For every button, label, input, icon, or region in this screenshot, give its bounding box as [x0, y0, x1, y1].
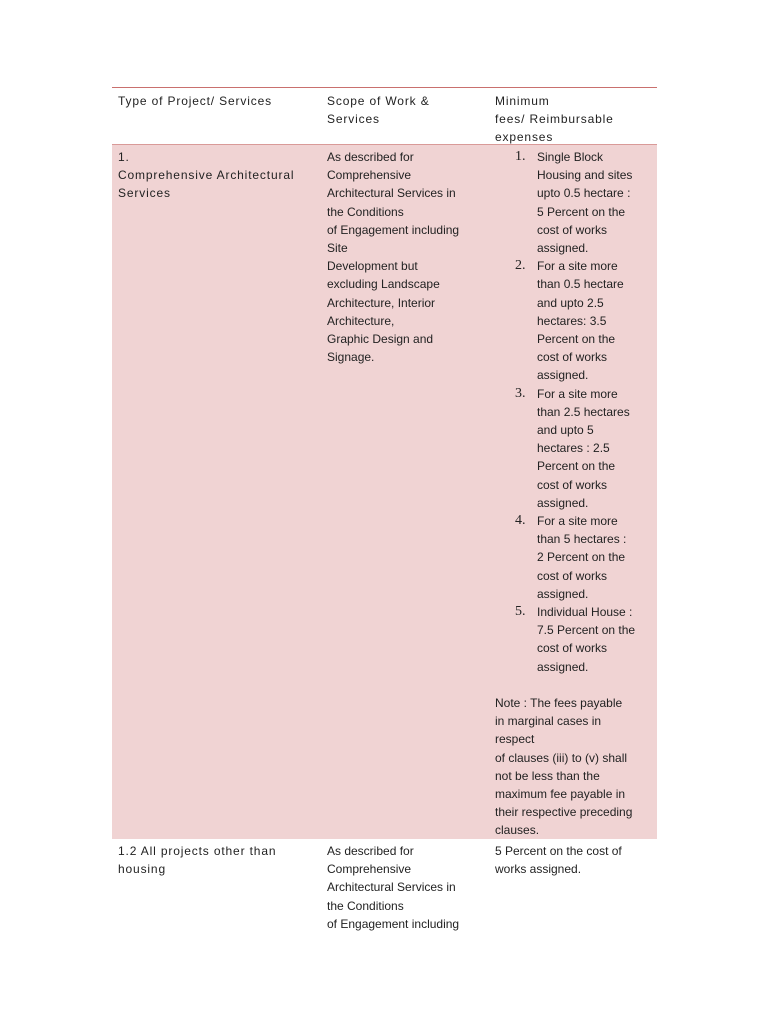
- text-line: fees/ Reimbursable: [495, 112, 614, 127]
- text-line: For a site more: [537, 259, 618, 274]
- text-line: expenses: [495, 130, 554, 145]
- fee-item-1: [515, 148, 653, 257]
- text-line: cost of works: [537, 350, 608, 365]
- text-line: 1.: [118, 150, 130, 164]
- text-line: Architectural Services in: [327, 880, 456, 895]
- text-line: Minimum: [495, 94, 550, 108]
- fee-item-2: [515, 257, 653, 384]
- text-line: assigned.: [537, 659, 589, 674]
- text-line: Architectural Services in: [327, 186, 456, 201]
- text-line: of Engagement including: [327, 222, 460, 237]
- table-row: [112, 839, 657, 959]
- text-line: assigned.: [537, 368, 589, 383]
- text-line: the Conditions: [327, 204, 404, 219]
- text-line: excluding Landscape: [327, 277, 440, 292]
- text-line: For a site more: [537, 386, 618, 401]
- text-line: Note : The fees payable: [495, 695, 623, 710]
- text-line: maximum fee payable in: [495, 786, 626, 801]
- text-line: assigned.: [537, 586, 589, 601]
- header-minimum-fees: [490, 88, 657, 144]
- text-line: Services: [327, 112, 380, 127]
- text-line: and upto 2.5: [537, 295, 604, 310]
- row2-type-cell: [112, 839, 322, 959]
- header-scope-of-work: [322, 88, 490, 144]
- text-line: clauses.: [495, 823, 540, 838]
- row1-fees-cell: [490, 145, 657, 839]
- row2-scope-cell: [322, 839, 490, 959]
- text-line: Single Block: [537, 150, 604, 164]
- text-line: As described for: [327, 150, 414, 164]
- text-line: For a site more: [537, 514, 618, 529]
- text-line: Architecture, Interior: [327, 295, 436, 310]
- text-line: Percent on the: [537, 332, 616, 347]
- text-line: Comprehensive Architectural: [118, 168, 295, 183]
- text-line: 5 Percent on the: [537, 204, 626, 219]
- text-line: in marginal cases in: [495, 714, 602, 729]
- text-line: cost of works: [537, 568, 608, 583]
- text-line: assigned.: [537, 241, 589, 256]
- text-line: Services: [118, 186, 171, 201]
- row1-scope-cell: [322, 145, 490, 839]
- text-line: of Engagement including: [327, 916, 460, 931]
- text-line: their respective preceding: [495, 805, 633, 820]
- fee-item-number: 2.: [515, 258, 526, 274]
- text-line: Scope of Work &: [327, 94, 430, 108]
- text-line: Type of Project/ Services: [118, 94, 272, 108]
- text-line: housing: [118, 862, 166, 877]
- fee-item-3: [515, 385, 653, 512]
- fee-item-number: 3.: [515, 385, 526, 401]
- text-line: Site: [327, 241, 348, 256]
- fees-list: [495, 148, 653, 676]
- text-line: upto 0.5 hectare :: [537, 186, 631, 201]
- text-line: cost of works: [537, 222, 608, 237]
- text-line: Graphic Design and: [327, 332, 434, 347]
- fee-note: [495, 694, 653, 840]
- text-line: than 5 hectares :: [537, 532, 627, 547]
- text-line: works assigned.: [495, 862, 582, 877]
- fee-item-number: 5.: [515, 604, 526, 620]
- text-line: Architecture,: [327, 313, 395, 328]
- text-line: 5 Percent on the cost of: [495, 844, 622, 858]
- text-line: cost of works: [537, 477, 608, 492]
- text-line: than 0.5 hectare: [537, 277, 624, 292]
- table-header-row: [112, 88, 657, 145]
- text-line: hectares: 3.5: [537, 313, 607, 328]
- text-line: Signage.: [327, 350, 375, 365]
- text-line: than 2.5 hectares: [537, 404, 630, 419]
- text-line: Development but: [327, 259, 418, 274]
- fee-item-4: [515, 512, 653, 603]
- text-line: Comprehensive: [327, 168, 412, 183]
- text-line: Percent on the: [537, 459, 616, 474]
- text-line: respect: [495, 732, 535, 747]
- table-row: [112, 145, 657, 839]
- text-line: 1.2 All projects other than: [118, 844, 277, 858]
- text-line: cost of works: [537, 641, 608, 656]
- text-line: hectares : 2.5: [537, 441, 610, 456]
- text-line: assigned.: [537, 495, 589, 510]
- text-line: Individual House :: [537, 605, 633, 620]
- fee-item-number: 4.: [515, 513, 526, 529]
- fee-item-number: 1.: [515, 149, 526, 164]
- text-line: of clauses (iii) to (v) shall: [495, 750, 628, 765]
- text-line: As described for: [327, 844, 414, 858]
- text-line: the Conditions: [327, 898, 404, 913]
- text-line: not be less than the: [495, 768, 600, 783]
- text-line: 7.5 Percent on the: [537, 623, 636, 638]
- header-type-of-project: [112, 88, 322, 144]
- row2-fees-cell: [490, 839, 657, 959]
- text-line: and upto 5: [537, 423, 594, 438]
- text-line: Comprehensive: [327, 862, 412, 877]
- text-line: Housing and sites: [537, 168, 633, 183]
- row1-type-cell: [112, 145, 322, 839]
- fee-table: [112, 87, 657, 959]
- text-line: 2 Percent on the: [537, 550, 626, 565]
- fee-item-5: [515, 603, 653, 676]
